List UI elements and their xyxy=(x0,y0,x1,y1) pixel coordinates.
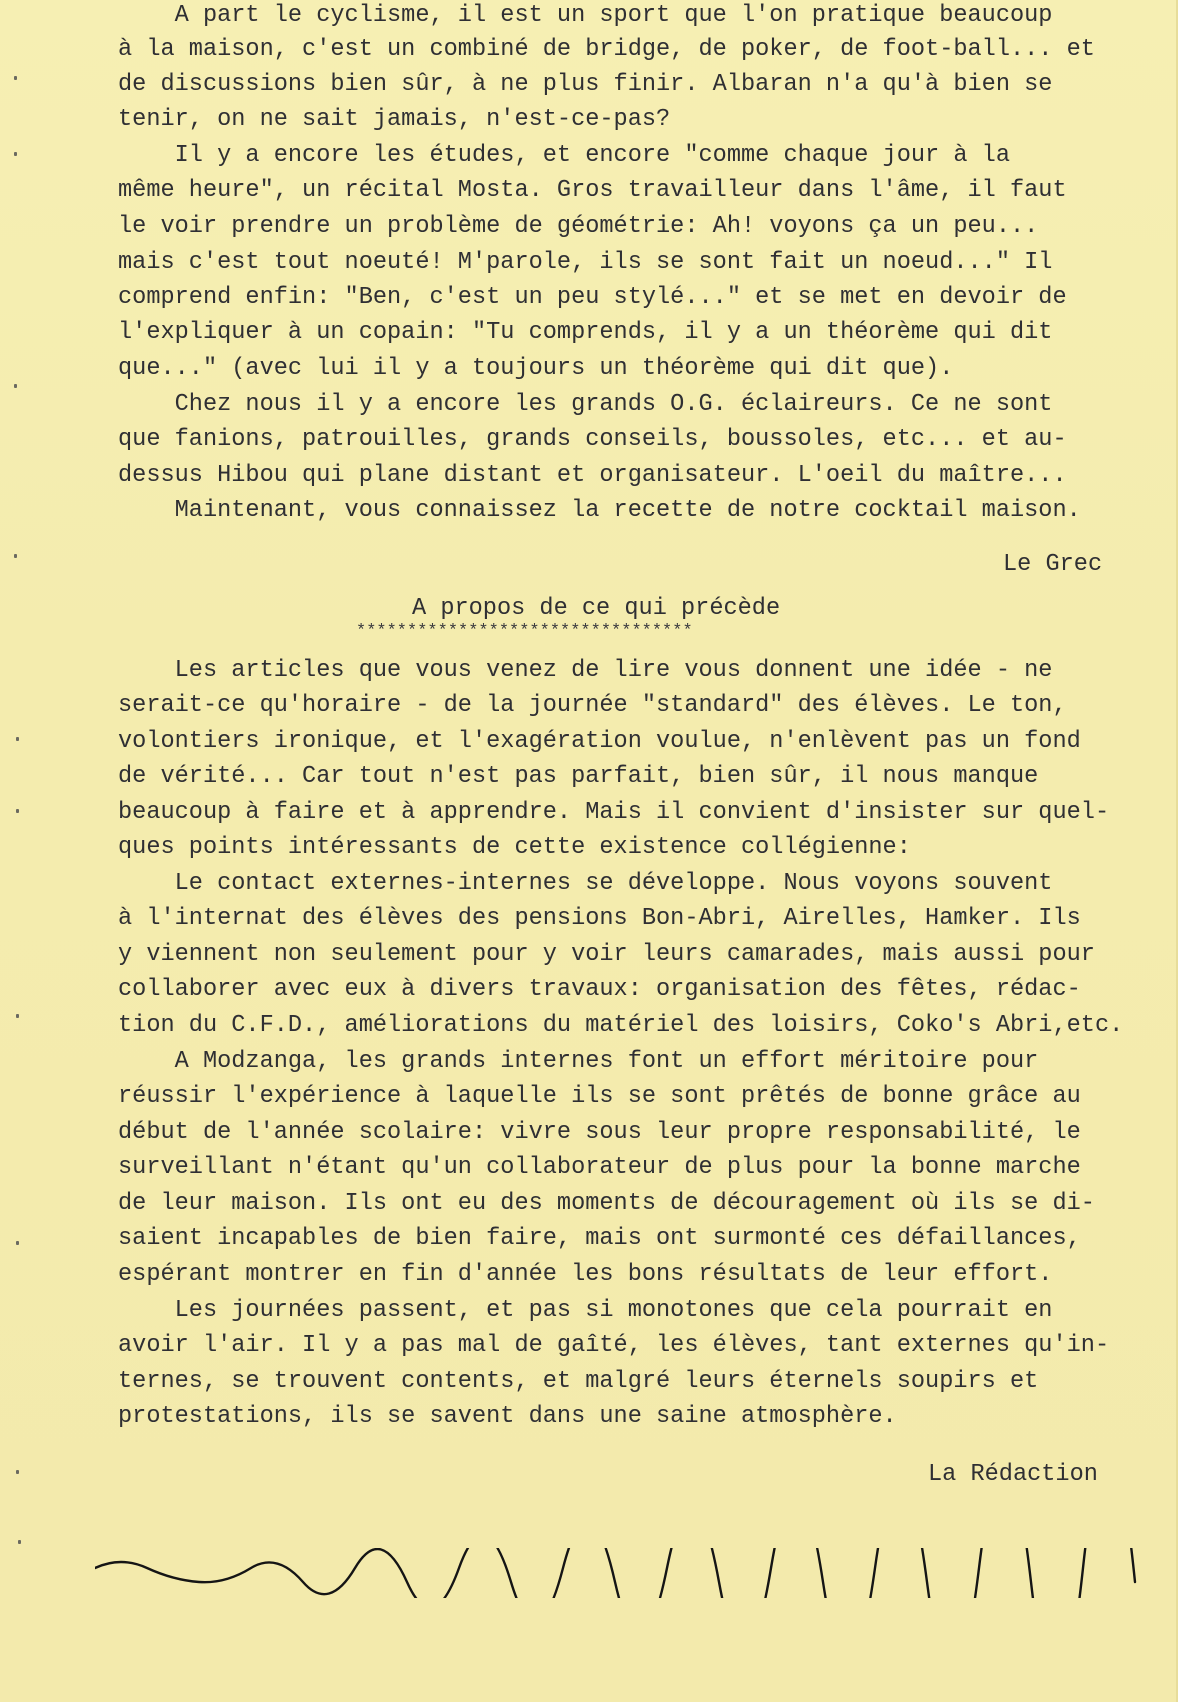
text-line: à la maison, c'est un combiné de bridge, de poker, de foot-ball... et xyxy=(118,36,1095,63)
text-line: que fanions, patrouilles, grands conseils, boussoles, etc... et au- xyxy=(118,426,1067,453)
text-line: beaucoup à faire et à apprendre. Mais il convient d'insister sur quel- xyxy=(118,799,1110,826)
margin-speck xyxy=(18,1540,21,1544)
text-line: espérant montrer en fin d'année les bons résultats de leur effort. xyxy=(118,1261,1053,1288)
text-line: protestations, ils se savent dans une saine atmosphère. xyxy=(118,1403,897,1430)
margin-speck xyxy=(16,1014,19,1018)
text-line: Il y a encore les études, et encore "comme chaque jour à la xyxy=(118,142,1010,169)
text-line: volontiers ironique, et l'exagération voulue, n'enlèvent pas un fond xyxy=(118,728,1081,755)
text-line: début de l'année scolaire: vivre sous leur propre responsabilité, le xyxy=(118,1119,1081,1146)
text-line: de discussions bien sûr, à ne plus finir. Albaran n'a qu'à bien se xyxy=(118,71,1053,98)
page-edge xyxy=(1178,0,1189,1702)
wavy-divider xyxy=(95,1548,1145,1598)
text-line: le voir prendre un problème de géométrie: Ah! voyons ça un peu... xyxy=(118,213,1039,240)
title-underline: ********************************* xyxy=(356,622,693,641)
margin-speck xyxy=(16,809,19,813)
margin-speck xyxy=(16,1470,19,1474)
text-line: Maintenant, vous connaissez la recette de notre cocktail maison. xyxy=(118,497,1081,524)
text-line: dessus Hibou qui plane distant et organisateur. L'oeil du maître... xyxy=(118,462,1067,489)
margin-speck xyxy=(14,76,17,80)
text-line: de leur maison. Ils ont eu des moments de découragement où ils se di- xyxy=(118,1190,1095,1217)
text-line: de vérité... Car tout n'est pas parfait, bien sûr, il nous manque xyxy=(118,763,1039,790)
text-line: A Modzanga, les grands internes font un effort méritoire pour xyxy=(118,1048,1039,1075)
margin-speck xyxy=(14,554,17,558)
text-line: comprend enfin: "Ben, c'est un peu stylé..." et se met en devoir de xyxy=(118,284,1067,311)
text-line: tenir, on ne sait jamais, n'est-ce-pas? xyxy=(118,106,671,133)
text-line: même heure", un récital Mosta. Gros travailleur dans l'âme, il faut xyxy=(118,177,1067,204)
signature: Le Grec xyxy=(1003,551,1103,578)
text-line: surveillant n'étant qu'un collaborateur de plus pour la bonne marche xyxy=(118,1154,1081,1181)
signature: La Rédaction xyxy=(928,1461,1098,1488)
margin-speck xyxy=(16,1241,19,1245)
text-line: saient incapables de bien faire, mais ont surmonté ces défaillances, xyxy=(118,1225,1081,1252)
text-line: y viennent non seulement pour y voir leurs camarades, mais aussi pour xyxy=(118,941,1095,968)
text-line: Les articles que vous venez de lire vous donnent une idée - ne xyxy=(118,657,1053,684)
text-line: réussir l'expérience à laquelle ils se sont prêtés de bonne grâce au xyxy=(118,1083,1081,1110)
text-line: avoir l'air. Il y a pas mal de gaîté, les élèves, tant externes qu'in- xyxy=(118,1332,1110,1359)
text-line: serait-ce qu'horaire - de la journée "standard" des élèves. Le ton, xyxy=(118,692,1067,719)
text-line: A part le cyclisme, il est un sport que l'on pratique beaucoup xyxy=(118,2,1053,29)
text-line: Le contact externes-internes se développe. Nous voyons souvent xyxy=(118,870,1053,897)
text-line: mais c'est tout noeuté! M'parole, ils se sont fait un noeud..." Il xyxy=(118,249,1053,276)
margin-speck xyxy=(14,152,17,156)
text-line: ques points intéressants de cette existence collégienne: xyxy=(118,834,911,861)
text-line: Les journées passent, et pas si monotones que cela pourrait en xyxy=(118,1297,1053,1324)
margin-speck xyxy=(16,737,19,741)
margin-speck xyxy=(14,384,17,388)
text-line: ternes, se trouvent contents, et malgré leurs éternels soupirs et xyxy=(118,1368,1039,1395)
text-line: à l'internat des élèves des pensions Bon-Abri, Airelles, Hamker. Ils xyxy=(118,905,1081,932)
text-line: tion du C.F.D., améliorations du matériel des loisirs, Coko's Abri,etc. xyxy=(118,1012,1124,1039)
section-title: A propos de ce qui précède xyxy=(412,595,781,622)
text-line: Chez nous il y a encore les grands O.G. éclaireurs. Ce ne sont xyxy=(118,391,1053,418)
text-line: l'expliquer à un copain: "Tu comprends, il y a un théorème qui dit xyxy=(118,319,1053,346)
text-line: collaborer avec eux à divers travaux: organisation des fêtes, rédac- xyxy=(118,976,1081,1003)
text-line: que..." (avec lui il y a toujours un théorème qui dit que). xyxy=(118,355,954,382)
